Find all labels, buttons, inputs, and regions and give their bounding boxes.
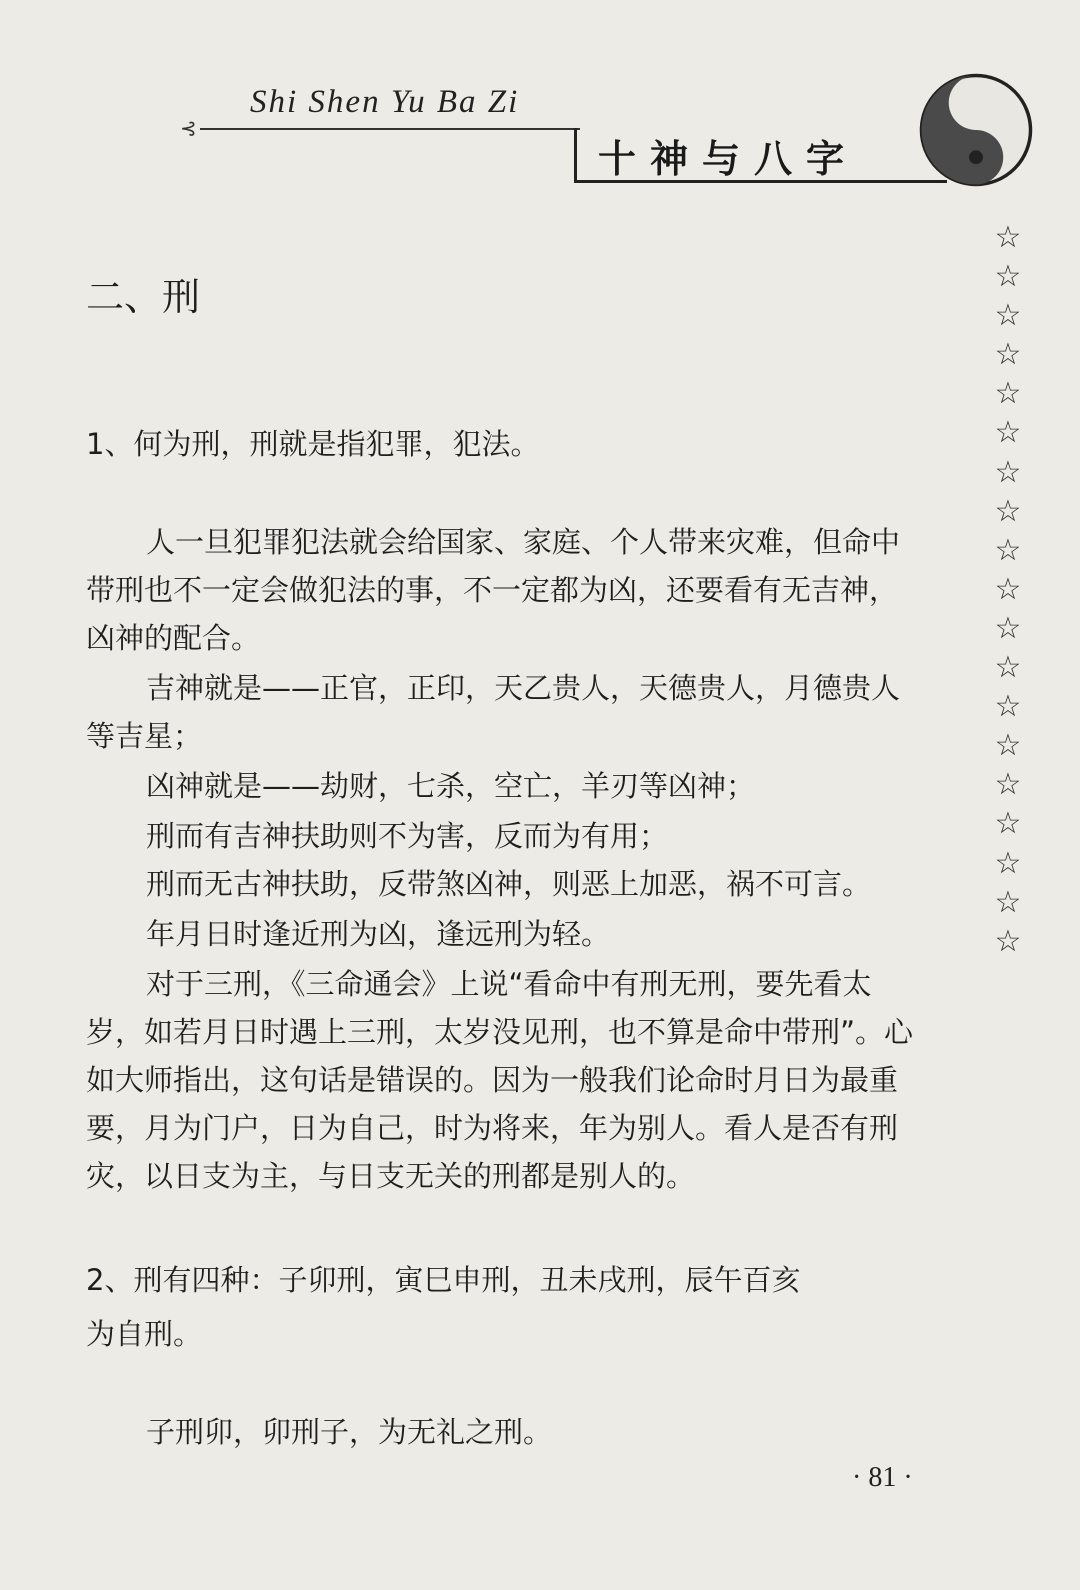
star-icon: ☆	[994, 298, 1022, 334]
ornament-icon: ⊰	[180, 116, 197, 140]
star-icon: ☆	[994, 571, 1022, 607]
star-icon: ☆	[994, 806, 1022, 842]
header-english-title: Shi Shen Yu Ba Zi	[250, 84, 520, 120]
star-icon: ☆	[994, 532, 1022, 568]
paragraph-line: 1、何为刑，刑就是指犯罪，犯法。	[86, 427, 540, 461]
paragraph-line: 带刑也不一定会做犯法的事，不一定都为凶，还要看有无吉神，	[86, 573, 899, 607]
star-icon: ☆	[994, 493, 1022, 529]
star-icon: ☆	[994, 415, 1022, 451]
header-rule	[200, 128, 580, 130]
margin-stars	[988, 218, 1028, 961]
paragraph-line: 灾，以日支为主，与日支无关的刑都是别人的。	[86, 1159, 696, 1193]
star-icon: ☆	[994, 923, 1022, 959]
page-number: · 81 ·	[852, 1462, 913, 1493]
star-icon: ☆	[994, 845, 1022, 881]
paragraph-line: 2、刑有四种：子卯刑，寅巳申刑，丑未戌刑，辰午百亥	[86, 1263, 801, 1297]
paragraph-line: 等吉星；	[86, 719, 203, 753]
star-icon: ☆	[994, 728, 1022, 764]
star-icon: ☆	[994, 767, 1022, 803]
star-icon: ☆	[994, 376, 1022, 412]
paragraph-line: 子刑卯，卯刑子，为无礼之刑。	[146, 1415, 553, 1449]
paragraph-line: 凶神就是——劫财，七杀，空亡，羊刃等凶神；	[146, 769, 756, 803]
star-icon: ☆	[994, 610, 1022, 646]
star-icon: ☆	[994, 259, 1022, 295]
paragraph-line: 吉神就是——正官，正印，天乙贵人，天德贵人，月德贵人	[146, 671, 901, 705]
header-chinese-title: 十神与八字	[598, 137, 859, 181]
star-icon: ☆	[994, 650, 1022, 686]
paragraph-line: 刑而无古神扶助，反带煞凶神，则恶上加恶，祸不可言。	[146, 867, 872, 901]
paragraph-line: 岁，如若月日时遇上三刑，太岁没见刑，也不算是命中带刑”。心	[86, 1015, 914, 1049]
star-icon: ☆	[994, 884, 1022, 920]
star-icon: ☆	[994, 689, 1022, 725]
paragraph-line: 如大师指出，这句话是错误的。因为一般我们论命时月日为最重	[86, 1063, 899, 1097]
paragraph-line: 刑而有吉神扶助则不为害，反而为有用；	[146, 819, 669, 853]
star-icon: ☆	[994, 337, 1022, 373]
paragraph-line: 凶神的配合。	[86, 621, 261, 655]
paragraph-line: 要，月为门户，日为自己，时为将来，年为别人。看人是否有刑	[86, 1111, 899, 1145]
paragraph-line: 人一旦犯罪犯法就会给国家、家庭、个人带来灾难，但命中	[146, 525, 901, 559]
star-icon: ☆	[994, 454, 1022, 490]
paragraph-line: 对于三刑，《三命通会》上说“看命中有刑无刑，要先看太	[146, 967, 872, 1001]
paragraph-line: 年月日时逢近刑为凶，逢远刑为轻。	[146, 917, 611, 951]
star-icon: ☆	[994, 220, 1022, 255]
section-title: 二、刑	[86, 275, 201, 319]
paragraph-line: 为自刑。	[86, 1317, 203, 1351]
yin-yang-icon	[918, 72, 1034, 188]
